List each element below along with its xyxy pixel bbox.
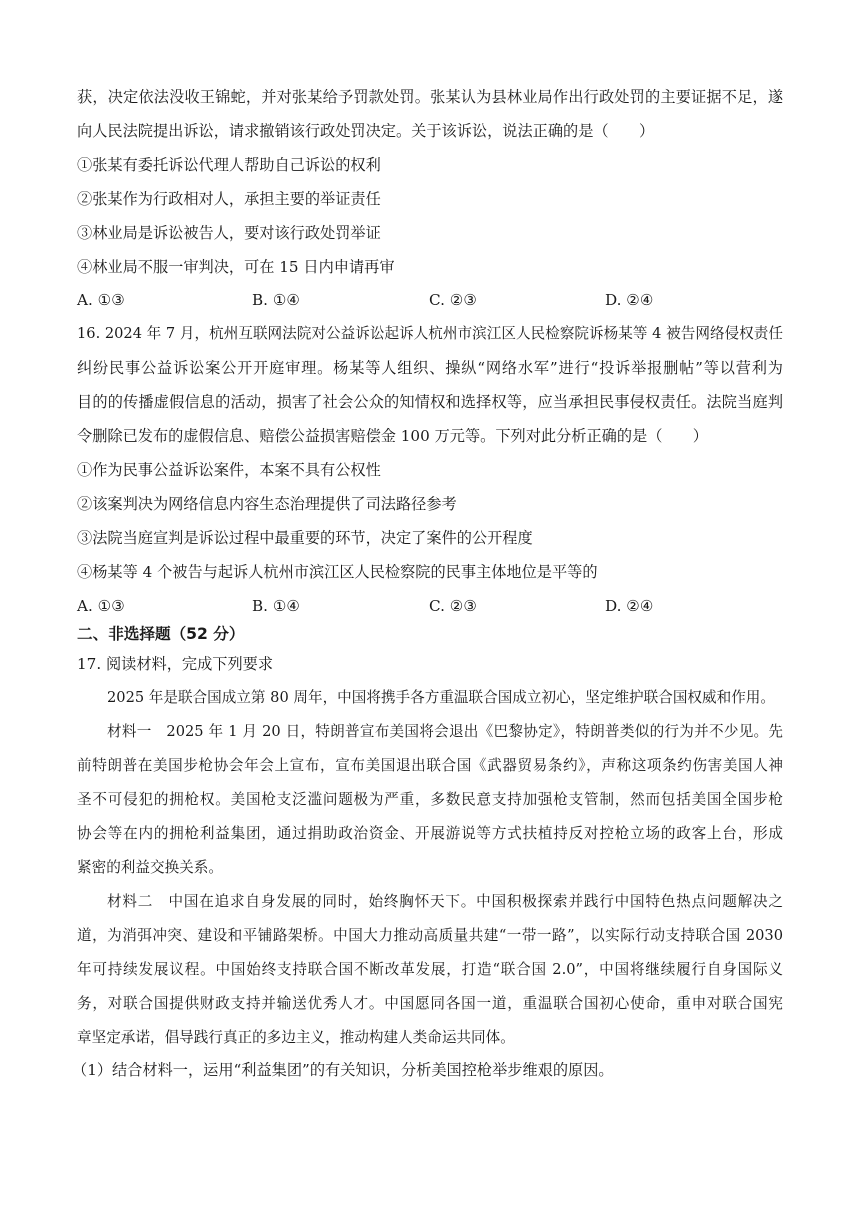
q17-intro: 2025 年是联合国成立第 80 周年，中国将携手各方重温联合国成立初心，坚定维护联合国权威和作用。 — [107, 689, 775, 706]
q15-statement-1: ①张某有委托诉讼代理人帮助自己诉讼的权利 — [77, 156, 381, 174]
q15-statement-3: ③林业局是诉讼被告人，要对该行政处罚举证 — [77, 224, 381, 242]
q16-stem-line-3: 目的的传播虚假信息的活动，损害了社会公众的知情权和选择权等，应当承担民事侵权责任。法院当庭判 — [77, 393, 783, 411]
q16-option-a: A. ①③ — [77, 597, 125, 615]
q16-statement-2: ②该案判决为网络信息内容生态治理提供了司法路径参考 — [77, 495, 457, 513]
q17-title: 17. 阅读材料，完成下列要求 — [77, 655, 274, 673]
q15-statement-4: ④林业局不服一审判决，可在 15 日内申请再审 — [77, 258, 395, 276]
q17-subquestion-1: （1）结合材料一，运用“利益集团”的有关知识，分析美国控枪举步维艰的原因。 — [72, 1061, 614, 1079]
q16-stem-line-2: 纠纷民事公益诉讼案公开开庭审理。杨某等人组织、操纵“网络水军”进行“投诉举报删帖”等以营利为 — [77, 359, 783, 377]
q15-stem-line-2: 向人民法院提出诉讼，请求撤销该行政处罚决定。关于该诉讼，说法正确的是（ ） — [77, 122, 655, 140]
material-1-line-2: 前特朗普在美国步枪协会年会上宣布，宣布美国退出联合国《武器贸易条约》，声称这项条约伤害美国人神 — [77, 757, 783, 774]
q16-statement-1: ①作为民事公益诉讼案件，本案不具有公权性 — [77, 461, 381, 479]
material-2-line-2: 道，为消弭冲突、建设和平铺路架桥。中国大力推动高质量共建“一带一路”，以实际行动支持联合国 2030 — [77, 927, 783, 944]
material-2-line-3: 年可持续发展议程。中国始终支持联合国不断改革发展，打造“联合国 2.0”，中国将继续履行自身国际义 — [77, 961, 783, 978]
q16-statement-4: ④杨某等 4 个被告与起诉人杭州市滨江区人民检察院的民事主体地位是平等的 — [77, 563, 598, 581]
q15-stem-line-1: 获，决定依法没收王锦蛇，并对张某给予罚款处罚。张某认为县林业局作出行政处罚的主要证据不足，遂 — [77, 88, 783, 106]
q15-statement-2: ②张某作为行政相对人，承担主要的举证责任 — [77, 190, 381, 208]
material-1-line-4: 协会等在内的拥枪利益集团，通过捐助政治资金、开展游说等方式扶植持反对控枪立场的政客上台，形成 — [77, 825, 783, 842]
section-heading: 二、非选择题（52 分） — [77, 625, 245, 643]
q16-option-c: C. ②③ — [429, 597, 477, 615]
q15-option-a: A. ①③ — [77, 291, 125, 309]
material-1-line-3: 圣不可侵犯的拥枪权。美国枪支泛滥问题极为严重，多数民意支持加强枪支管制，然而包括美国全国步枪 — [77, 791, 783, 808]
material-2-line-4: 务，对联合国提供财政支持并输送优秀人才。中国愿同各国一道，重温联合国初心使命，重申对联合国宪 — [77, 995, 783, 1012]
q16-statement-3: ③法院当庭宣判是诉讼过程中最重要的环节，决定了案件的公开程度 — [77, 529, 533, 547]
material-1-line-5: 紧密的利益交换关系。 — [77, 859, 223, 876]
material-1-line-1: 材料一 2025 年 1 月 20 日，特朗普宣布美国将会退出《巴黎协定》，特朗普类似的行为并不少见。先 — [107, 723, 783, 740]
material-2-line-5: 章坚定承诺，倡导践行真正的多边主义，推动构建人类命运共同体。 — [77, 1029, 515, 1046]
q15-option-d: D. ②④ — [605, 291, 654, 309]
q15-option-c: C. ②③ — [429, 291, 477, 309]
material-2-line-1: 材料二 中国在追求自身发展的同时，始终胸怀天下。中国积极探索并践行中国特色热点问题解决之 — [107, 893, 783, 910]
q16-stem-line-1: 16. 2024 年 7 月，杭州互联网法院对公益诉讼起诉人杭州市滨江区人民检察院诉杨某等 4 被告网络侵权责任 — [77, 325, 783, 342]
q15-option-b: B. ①④ — [252, 291, 301, 309]
q16-stem-line-4: 令删除已发布的虚假信息、赔偿公益损害赔偿金 100 万元等。下列对此分析正确的是（ ） — [77, 427, 708, 445]
q16-option-b: B. ①④ — [252, 597, 301, 615]
q16-option-d: D. ②④ — [605, 597, 654, 615]
